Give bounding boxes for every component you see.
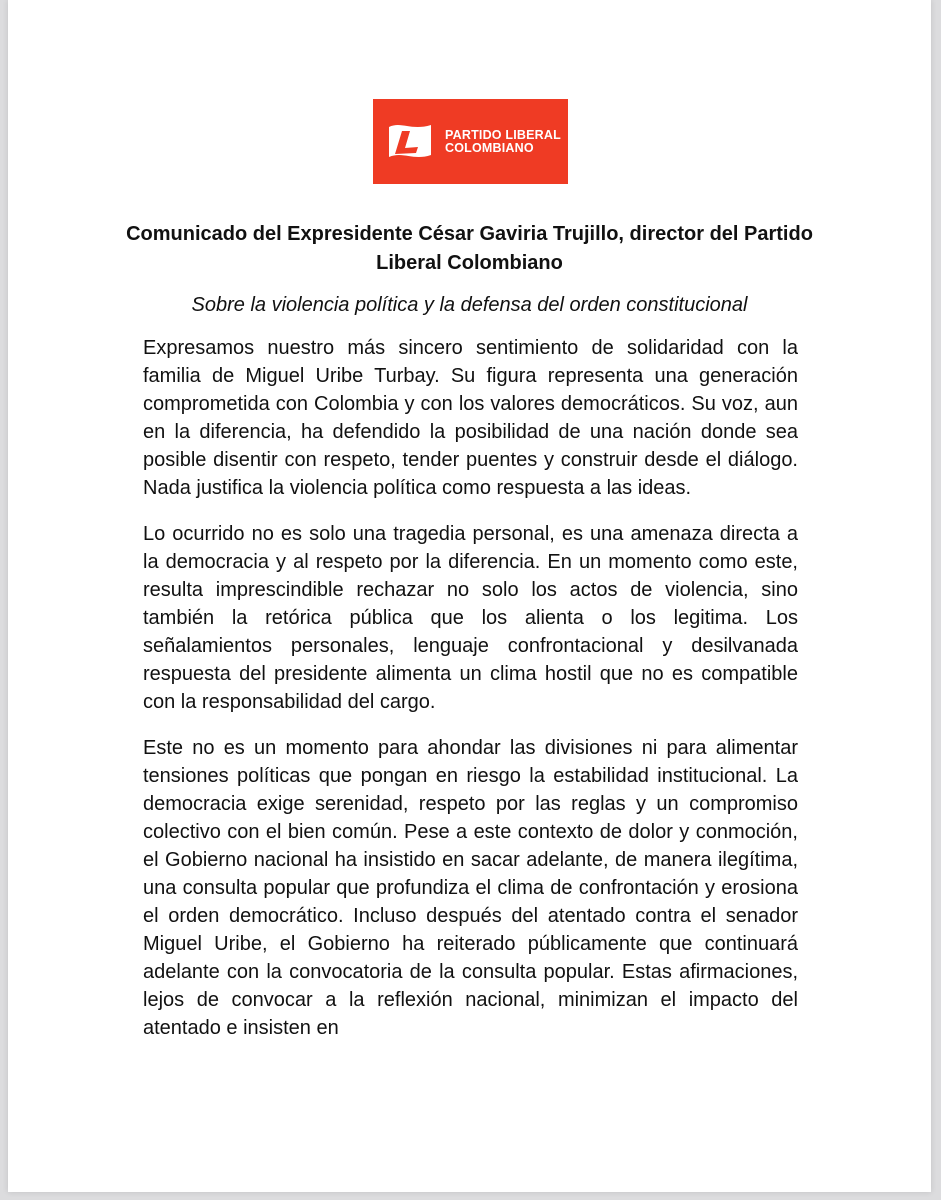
logo-line-2: COLOMBIANO [445,141,534,155]
paragraph: Este no es un momento para ahondar las divisiones ni para alimentar tensiones políticas que pongan en riesgo la estabilidad institucional. La democracia exige serenidad, respeto por las reglas y un compromiso colectivo con el bien común. Pese a este contexto de dolor y conmoción, el Gobierno nacional ha insistido en sacar adelante, de manera ilegítima, una consulta popular que profundiza el clima de confrontación y erosiona el orden democrático. Incluso después del atentado contra el senador Miguel Uribe, el Gobierno ha reiterado públicamente que continuará adelante con la convocatoria de la consulta popular. Estas afirmaciones, lejos de convocar a la reflexión nacional, minimizan el impacto del atentado e insisten en [143,737,798,1039]
paragraph: Lo ocurrido no es solo una tragedia personal, es una amenaza directa a la democracia y al respeto por la diferencia. En un momento como este, resulta imprescindible rechazar no solo los actos de violencia, sino también la retórica pública que los alienta o los legitima. Los señalamientos personales, lenguaje confrontacional y desilvanada respuesta del presidente alimenta un clima hostil que no es compatible con la responsabilidad del cargo. [143,523,798,713]
document-subtitle: Sobre la violencia política y la defensa del orden constitucional [191,294,748,316]
logo-line-1: PARTIDO LIBERAL [445,128,561,142]
paragraph: Expresamos nuestro más sincero sentimiento de solidaridad con la familia de Miguel Uribe Turbay. Su figura representa una generación comprometida con Colombia y con los valores democráticos. Su voz, aun en la diferencia, ha defendido la posibilidad de una nación donde sea posible disentir con respeto, tender puentes y construir desde el diálogo. Nada justifica la violencia política como respuesta a las ideas. [143,337,798,499]
document-page [8,0,931,1192]
flag-l-icon [385,121,437,163]
document-title: Comunicado del Expresidente César Gaviria Trujillo, director del Partido Liberal Colombiano [126,223,813,274]
logo-text [445,129,561,155]
document-body [143,334,798,1060]
party-logo [373,99,568,184]
